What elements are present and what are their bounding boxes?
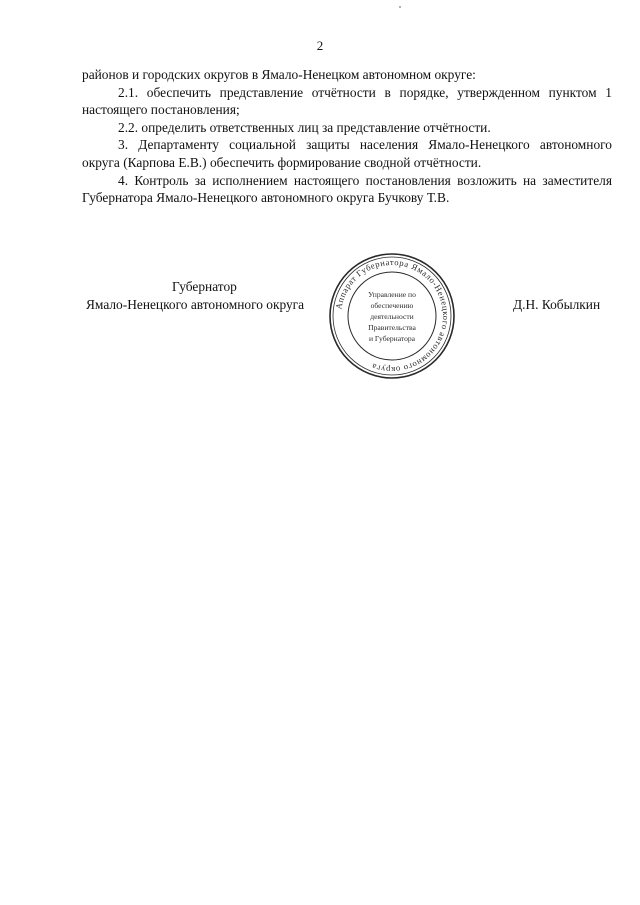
page-number: 2 xyxy=(316,38,324,53)
seal-inner-line: и Губернатора xyxy=(368,334,416,343)
paragraph-3: 3. Департаменту социальной защиты населения Ямало-Ненецкого автономного округа (Карпова Е.В.) обеспечить формирование сводной отчётности. xyxy=(82,137,612,170)
official-seal-stamp xyxy=(328,252,456,380)
signatory-title: Губернатор xyxy=(172,279,237,294)
paragraph-continuation: районов и городских округов в Ямало-Ненецком автономном округе: xyxy=(82,67,476,82)
paragraph-2-1: 2.1. обеспечить представление отчётности в порядке, утвержденном пунктом 1 настоящего постановления; xyxy=(82,84,612,118)
signatory-organization: Ямало-Ненецкого автономного округа xyxy=(86,297,305,312)
seal-inner-line: Управление по xyxy=(368,290,416,299)
document-body xyxy=(82,66,612,207)
seal-inner-line: деятельности xyxy=(370,312,414,321)
paragraph-4: 4. Контроль за исполнением настоящего постановления возложить на заместителя Губернатора Ямало-Ненецкого автономного округа Бучкову Т.В. xyxy=(82,172,612,206)
seal-outer-text: Аппарат Губернатора Ямало-Ненецкого автономного округа xyxy=(333,256,452,376)
seal-inner-line: Правительства xyxy=(368,323,416,332)
paragraph-2-2: 2.2. определить ответственных лиц за представление отчётности. xyxy=(118,119,491,135)
scan-speck xyxy=(399,6,401,8)
seal-inner-line: обеспечению xyxy=(370,301,414,310)
signatory-name: Д.Н. Кобылкин xyxy=(513,297,601,312)
